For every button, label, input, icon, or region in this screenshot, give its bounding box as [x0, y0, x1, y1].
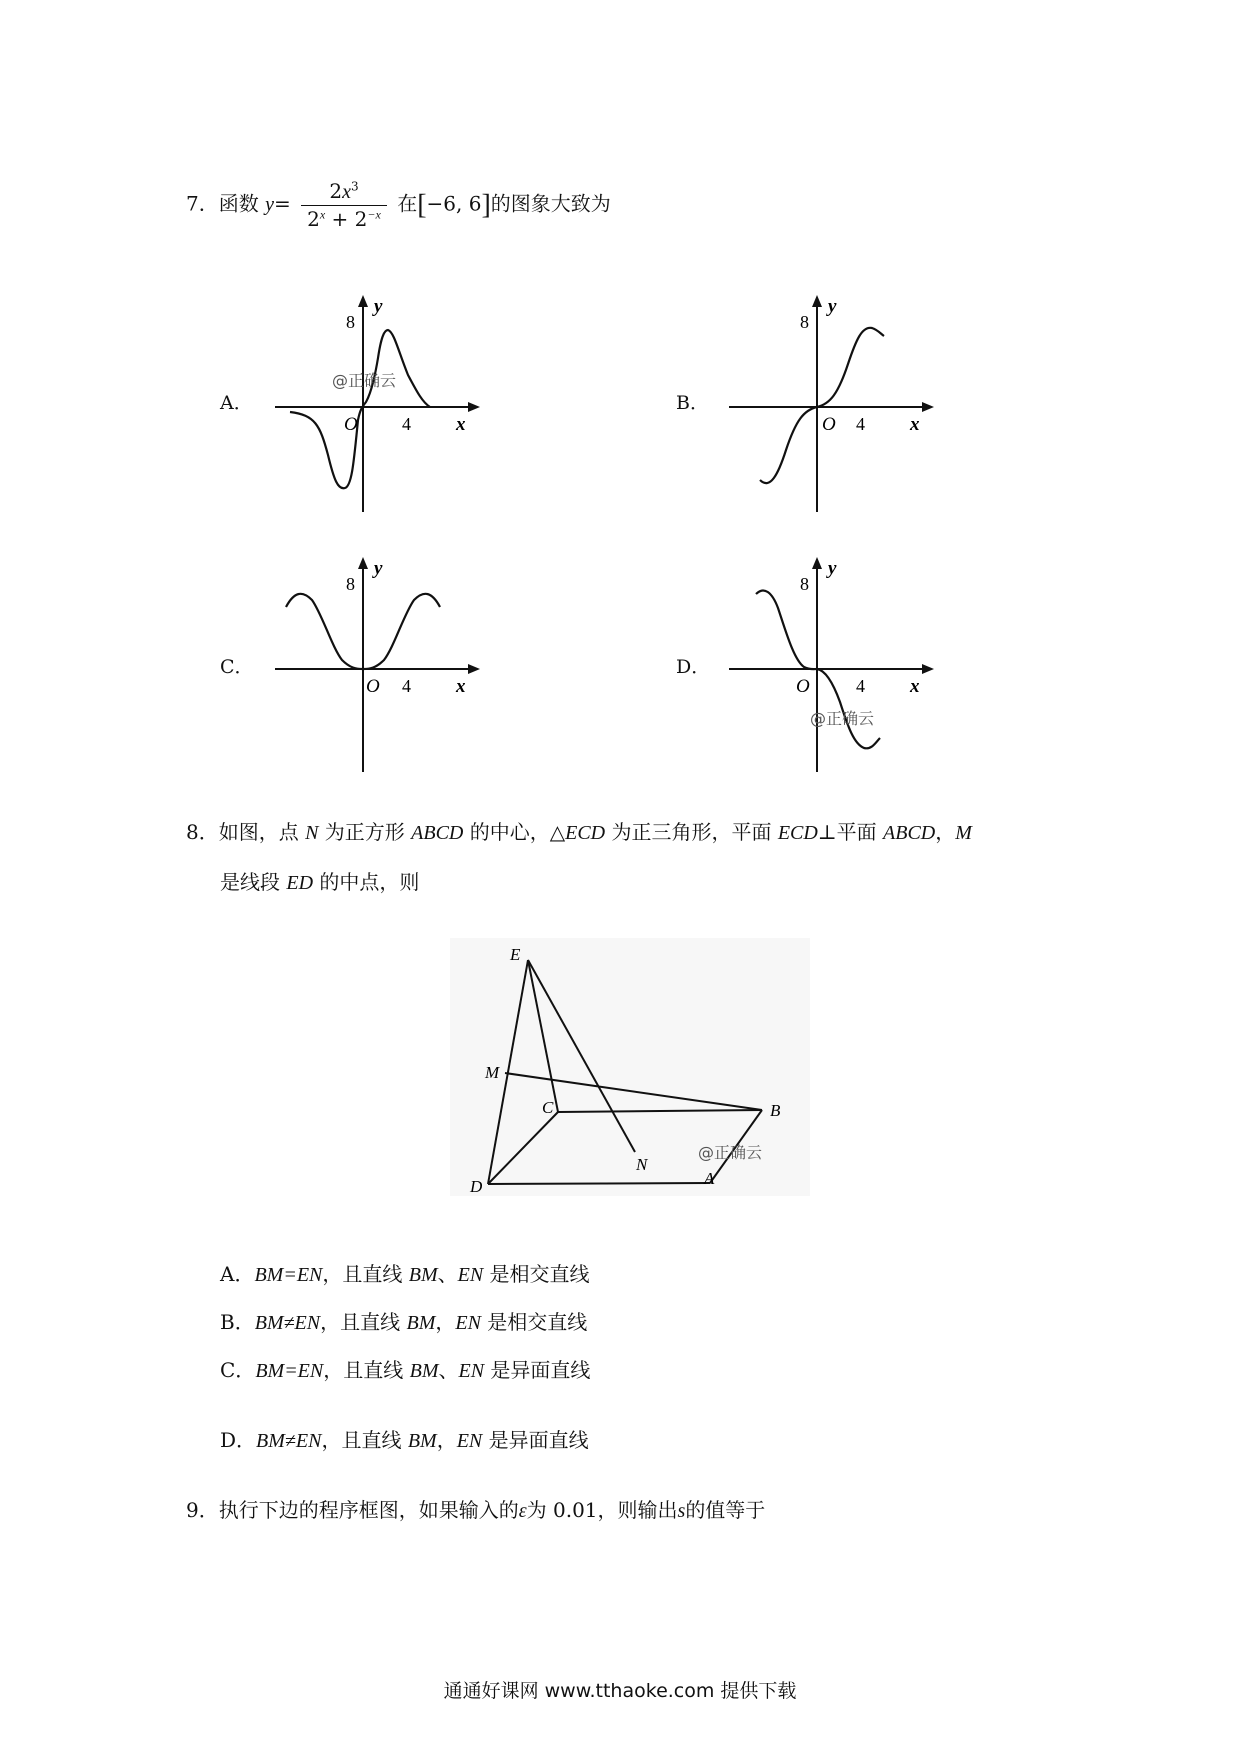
choice-line2: EN	[457, 1264, 484, 1286]
watermark: @正确云	[332, 371, 397, 390]
q7-option-b-letter[interactable]: B．	[676, 392, 709, 414]
tick-8: 8	[800, 312, 809, 332]
label-e: E	[510, 945, 521, 964]
choice-line1: BM	[407, 1430, 437, 1452]
choice-line1: BM	[408, 1264, 438, 1286]
q7-y: y	[265, 193, 274, 216]
choice-relation: BM≠EN	[256, 1430, 322, 1452]
y-axis-arrow-icon	[358, 295, 368, 307]
choice-relation: BM≠EN	[254, 1312, 321, 1334]
watermark: @正确云	[810, 709, 875, 728]
q9-text: 为 0.01，则输出	[526, 1498, 678, 1522]
q8-choice-b[interactable]	[220, 1310, 587, 1335]
watermark: @正确云	[698, 1143, 763, 1162]
origin-label: O	[366, 676, 380, 697]
q7-number: 7．	[186, 191, 219, 216]
q9-text: 的值等于	[685, 1498, 766, 1522]
label-n: N	[636, 1155, 648, 1174]
graph-a-curve	[290, 330, 430, 488]
q7-right-bracket: ]	[481, 189, 491, 221]
q8-number: 8．	[186, 820, 219, 844]
q7-suffix: 的图象大致为	[490, 191, 611, 216]
q7-den-a-exp: x	[319, 207, 326, 222]
choice-text: 是相交直线	[480, 1310, 588, 1334]
q7-den-b-exp: −x	[367, 207, 381, 222]
q7-den-plus: +	[331, 207, 349, 231]
q8-var-ecd: ECD	[777, 822, 818, 844]
q8-choice-c[interactable]	[220, 1358, 590, 1383]
y-label: y	[374, 558, 383, 579]
q7-option-a-letter[interactable]: A．	[220, 392, 253, 414]
label-b: B	[770, 1101, 781, 1120]
q8-choice-d[interactable]	[220, 1428, 589, 1453]
y-axis-arrow-icon	[358, 557, 368, 569]
q8-var-abcd: ABCD	[411, 822, 464, 844]
q8-text: ⊥平面	[817, 820, 884, 844]
choice-line2: EN	[455, 1312, 481, 1334]
q7-stem	[186, 178, 611, 232]
q7-option-c-letter[interactable]: C．	[220, 656, 254, 678]
q7-option-d-letter[interactable]: D．	[676, 656, 711, 678]
x-axis-arrow-icon	[922, 402, 934, 412]
tick-8: 8	[800, 574, 809, 594]
q7-prefix: 函数	[218, 191, 259, 216]
page-footer: 通通好课网 www.tthaoke.com 提供下载	[443, 1680, 797, 1702]
label-a: A	[704, 1169, 715, 1188]
q7-interval: −6, 6	[426, 191, 482, 216]
q7-num-var: x	[342, 181, 351, 203]
choice-text: 是异面直线	[484, 1358, 591, 1382]
choice-relation: BM=EN	[255, 1360, 324, 1382]
q7-num-exp: 3	[350, 179, 359, 194]
choice-line1: BM	[406, 1312, 436, 1334]
edge-da	[488, 1183, 710, 1184]
q8-var-abcd: ABCD	[883, 822, 936, 844]
q8-text: 为正三角形，平面	[605, 820, 778, 844]
y-label: y	[828, 558, 837, 579]
x-label: x	[456, 676, 466, 697]
choice-sep: 、	[437, 1262, 458, 1286]
choice-letter: D．	[220, 1428, 257, 1452]
x-axis-arrow-icon	[922, 664, 934, 674]
label-m: M	[485, 1063, 500, 1082]
label-c: C	[542, 1098, 554, 1117]
q9-number: 9．	[186, 1498, 219, 1522]
origin-label: O	[822, 414, 836, 435]
choice-text: ，且直线	[320, 1310, 407, 1334]
x-axis-arrow-icon	[468, 402, 480, 412]
q7-den-a: 2	[307, 207, 320, 231]
choice-text: ，且直线	[322, 1262, 409, 1286]
x-axis-arrow-icon	[468, 664, 480, 674]
q8-text: 的中心，△	[463, 820, 566, 844]
q8-geometry-figure	[440, 930, 820, 1200]
q9-text: 执行下边的程序框图，如果输入的	[218, 1498, 519, 1522]
choice-line2: EN	[458, 1360, 485, 1382]
choice-line1: BM	[409, 1360, 439, 1382]
y-axis-arrow-icon	[812, 557, 822, 569]
choice-text: ，且直线	[321, 1428, 408, 1452]
q7-num-coef: 2	[329, 179, 343, 203]
q9-stem	[186, 1498, 765, 1523]
q7-graph-a[interactable]	[270, 290, 490, 520]
tick-8: 8	[346, 312, 355, 332]
q7-equals: =	[273, 191, 291, 216]
q8-text: 如图，点	[218, 820, 306, 844]
q8-stem-line2	[220, 870, 419, 895]
x-label: x	[910, 676, 920, 697]
tick-4: 4	[856, 414, 865, 434]
q7-graph-c[interactable]	[270, 552, 490, 777]
q7-den-b: 2	[354, 207, 368, 231]
q8-var-n: N	[305, 822, 319, 844]
q7-left-bracket: [	[417, 189, 427, 221]
q7-graph-d[interactable]	[724, 552, 944, 777]
q8-stem-line1	[186, 820, 972, 845]
choice-line2: EN	[456, 1430, 483, 1452]
y-label: y	[828, 296, 837, 317]
q7-graph-b[interactable]	[724, 290, 944, 520]
tick-4: 4	[856, 676, 865, 696]
graph-b-curve	[760, 328, 884, 483]
choice-text: 是相交直线	[483, 1262, 590, 1286]
x-label: x	[910, 414, 920, 435]
choice-sep: ，	[435, 1310, 456, 1334]
tick-8: 8	[346, 574, 355, 594]
q8-text: 是线段	[220, 870, 287, 894]
y-label: y	[374, 296, 383, 317]
x-label: x	[456, 414, 466, 435]
q8-var-ed: ED	[286, 872, 314, 894]
q9-var-s: s	[677, 1500, 686, 1522]
origin-label: O	[796, 676, 810, 697]
choice-relation: BM=EN	[254, 1264, 323, 1286]
choice-text: 是异面直线	[482, 1428, 589, 1452]
choice-letter: A．	[220, 1262, 255, 1286]
origin-label: O	[344, 414, 358, 435]
tick-4: 4	[402, 414, 411, 434]
q8-text: 的中点，则	[313, 870, 420, 894]
q7-numerator	[301, 178, 387, 206]
q7-denominator	[301, 206, 387, 232]
q7-mid: 在	[397, 191, 418, 216]
choice-text: ，且直线	[323, 1358, 410, 1382]
q8-choice-a[interactable]	[220, 1262, 590, 1287]
choice-letter: B．	[220, 1310, 255, 1334]
q8-text: ，	[935, 820, 956, 844]
choice-sep: ，	[436, 1428, 457, 1452]
label-d: D	[470, 1177, 483, 1196]
q8-var-ecd: ECD	[565, 822, 606, 844]
choice-sep: 、	[438, 1358, 459, 1382]
q8-var-m: M	[955, 822, 972, 844]
tick-4: 4	[402, 676, 411, 696]
q8-text: 为正方形	[318, 820, 412, 844]
choice-letter: C．	[220, 1358, 256, 1382]
y-axis-arrow-icon	[812, 295, 822, 307]
q9-var-eps: ε	[518, 1500, 527, 1522]
q7-fraction	[301, 178, 387, 232]
